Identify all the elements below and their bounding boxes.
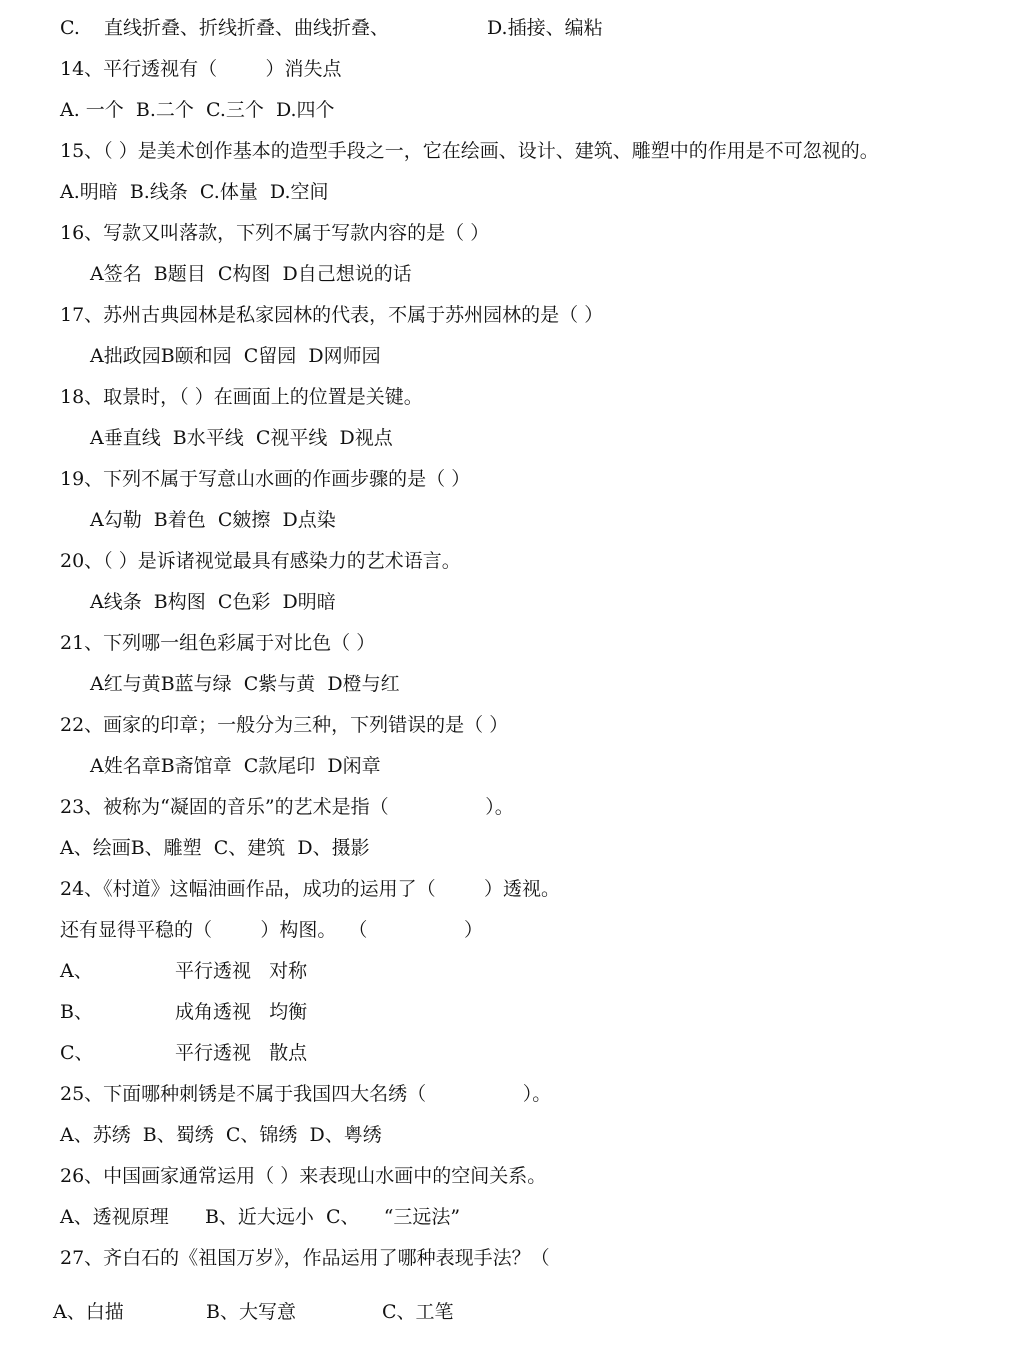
q17-stem: 17、苏州古典园林是私家园林的代表，不属于苏州园林的是（ ）	[60, 304, 604, 326]
q21-options: A红与黄B蓝与绿 C紫与黄 D橙与红	[90, 673, 400, 695]
q19-stem: 19、下列不属于写意山水画的作画步骤的是（ ）	[60, 468, 471, 490]
q24-option-c-text: 平行透视 散点	[175, 1042, 308, 1064]
q23-options: A、绘画B、雕塑 C、建筑 D、摄影	[60, 837, 370, 859]
q13-option-d: D.插接、编粘	[487, 17, 603, 39]
q19-options: A勾勒 B着色 C皴擦 D点染	[90, 509, 336, 531]
q22-options: A姓名章B斋馆章 C款尾印 D闲章	[90, 755, 381, 777]
q24-option-b-text: 成角透视 均衡	[175, 1001, 308, 1023]
q17-options: A拙政园B颐和园 C留园 D网师园	[90, 345, 381, 367]
q18-options: A垂直线 B水平线 C视平线 D视点	[90, 427, 393, 449]
q15-stem: 15、（ ）是美术创作基本的造型手段之一，它在绘画、设计、建筑、雕塑中的作用是不可忽视的。	[60, 140, 879, 162]
q24-stem-continued: 还有显得平稳的（ ）构图。 （ ）	[60, 919, 484, 941]
q20-stem: 20、（ ）是诉诸视觉最具有感染力的艺术语言。	[60, 550, 461, 572]
q16-options: A签名 B题目 C构图 D自己想说的话	[90, 263, 412, 285]
q24-option-c-letter: C、	[60, 1042, 94, 1064]
q27-option-a: A、白描	[53, 1301, 124, 1323]
q23-stem: 23、被称为“凝固的音乐”的艺术是指（ ）。	[60, 796, 514, 818]
q13-option-c: C. 直线折叠、折线折叠、曲线折叠、	[60, 17, 390, 39]
q25-options: A、苏绣 B、蜀绣 C、锦绣 D、粤绣	[60, 1124, 382, 1146]
q25-stem: 25、下面哪种刺锈是不属于我国四大名绣（ ）。	[60, 1083, 552, 1105]
q27-option-b: B、大写意	[206, 1301, 296, 1323]
q26-stem: 26、中国画家通常运用（ ）来表现山水画中的空间关系。	[60, 1165, 547, 1187]
q24-stem: 24、《村道》这幅油画作品，成功的运用了（ ）透视。	[60, 878, 560, 900]
q21-stem: 21、下列哪一组色彩属于对比色（ ）	[60, 632, 376, 654]
q24-option-b-letter: B、	[60, 1001, 93, 1023]
q24-option-a-text: 平行透视 对称	[175, 960, 308, 982]
q15-options: A.明暗 B.线条 C.体量 D.空间	[60, 181, 329, 203]
q27-stem: 27、齐白石的《祖国万岁》，作品运用了哪种表现手法？（	[60, 1247, 550, 1269]
q27-option-c: C、工笔	[382, 1301, 454, 1323]
q16-stem: 16、写款又叫落款，下列不属于写款内容的是（ ）	[60, 222, 490, 244]
q24-option-a-letter: A、	[60, 960, 93, 982]
q26-options: A、透视原理 B、近大远小 C、 “三远法”	[60, 1206, 461, 1228]
q14-stem: 14、平行透视有（ ）消失点	[60, 58, 342, 80]
q18-stem: 18、取景时，（ ）在画面上的位置是关键。	[60, 386, 423, 408]
q22-stem: 22、画家的印章；一般分为三种，下列错误的是（ ）	[60, 714, 509, 736]
q20-options: A线条 B构图 C色彩 D明暗	[90, 591, 336, 613]
q14-options: A. 一个 B.二个 C.三个 D.四个	[60, 99, 335, 121]
